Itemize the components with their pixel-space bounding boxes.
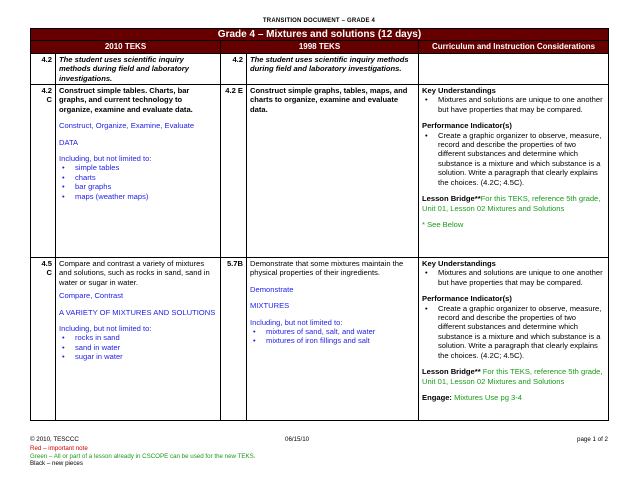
teks-number: 4.2 C: [31, 85, 56, 258]
teks-number: 5.7B: [221, 258, 247, 421]
verbs: Compare, Contrast: [59, 291, 124, 301]
banner-row: [31, 29, 609, 41]
list-item: • charts: [59, 173, 217, 182]
teks-number: 4.2 E: [221, 85, 247, 258]
including-label: Including, but not limited to:: [250, 317, 343, 327]
specificity-list: [250, 327, 415, 346]
performance-indicator-list: [422, 131, 605, 187]
performance-indicator-list: [422, 304, 605, 360]
including-label: Including, but not limited to:: [59, 154, 152, 164]
list-item: • Create a graphic organizer to observe, measure, record and describe the properties of two different substances and determine which substance is a mixture and which substance is a solution. Write a paragraph that clearly explains the choices. (4.2C; 4.5C).: [422, 304, 605, 360]
document-title: TRANSITION DOCUMENT – GRADE 4: [262, 18, 376, 24]
footer-date: 06/15/10: [285, 436, 310, 443]
engage: [422, 393, 605, 402]
table-row: [31, 53, 609, 84]
list-item: • rocks in sand: [59, 333, 217, 342]
list-item: • sand in water: [59, 343, 217, 352]
teks-cell: [56, 258, 221, 421]
table-row: [31, 258, 609, 421]
including-label: Including, but not limited to:: [59, 324, 152, 334]
table-row: [31, 85, 609, 258]
teks-text: The student uses scientific inquiry methods during field and laboratory investigations.: [247, 53, 419, 84]
header-curriculum: Curriculum and Instruction Considerations: [419, 41, 609, 53]
teks-text: Compare and contrast a variety of mixtures and solutions, such as rocks in sand, sand in water or sugar in water.: [59, 259, 210, 287]
lesson-bridge-label: Lesson Bridge**: [422, 194, 481, 204]
lesson-bridge-text: For this TEKS, reference 5th grade, Unit 01, Lesson 02 Mixtures and Solutions: [422, 194, 601, 213]
teks-text: Construct simple graphs, tables, maps, and charts to organize, examine and evaluate data.: [247, 85, 419, 258]
lesson-bridge-text: For this TEKS, reference 5th grade, Unit 01, Lesson 02 Mixtures and Solutions: [422, 367, 603, 386]
list-item: • sugar in water: [59, 352, 217, 361]
empty-cell: [419, 53, 609, 84]
key-understandings-title: Key Understandings: [422, 86, 496, 96]
teks-cell: [247, 258, 419, 421]
header-1998-teks: 1998 TEKS: [221, 41, 419, 53]
teks-text: The student uses scientific inquiry methods during field and laboratory investigations.: [56, 53, 221, 84]
key-understandings-title: Key Understandings: [422, 259, 496, 269]
header-row: [31, 41, 609, 53]
specificity-list: [59, 333, 217, 361]
key-understandings-list: [422, 95, 605, 114]
teks-number: 4.5 C: [31, 258, 56, 421]
list-item: • bar graphs: [59, 182, 217, 191]
specificity-list: [59, 163, 217, 201]
teks-cell: [56, 85, 221, 258]
see-below-note: * See Below: [422, 219, 464, 229]
lesson-bridge: [422, 194, 605, 213]
noun: A VARIETY OF MIXTURES AND SOLUTIONS: [59, 307, 216, 317]
legend-black: Black – new pieces: [30, 460, 83, 468]
noun: DATA: [59, 137, 79, 147]
list-item: • Mixtures and solutions are unique to one another but have properties that may be compared.: [422, 268, 605, 287]
list-item: • mixtures of sand, salt, and water: [250, 327, 415, 336]
list-item: • maps (weather maps): [59, 192, 217, 201]
teks-table: [30, 28, 609, 421]
verbs: Demonstrate: [250, 284, 294, 294]
teks-number: 4.2: [221, 53, 247, 84]
performance-indicator-title: Performance Indicator(s): [422, 294, 512, 304]
teks-number: 4.2: [31, 53, 56, 84]
lesson-bridge: [422, 367, 605, 386]
legend: [30, 445, 608, 468]
copyright: © 2010, TESCCC: [30, 436, 79, 443]
teks-text: Construct simple tables. Charts, bar graphs, and current technology to organize, examine and evaluate data.: [59, 86, 193, 114]
performance-indicator-title: Performance Indicator(s): [422, 121, 512, 131]
list-item: • Create a graphic organizer to observe, measure, record and describe the properties of two different substances and determine which substance is a mixture and which substance is a solution. Write a paragraph that clearly explains the choices. (4.2C; 4.5C).: [422, 131, 605, 187]
list-item: • Mixtures and solutions are unique to one another but have properties that may be compared.: [422, 95, 605, 114]
key-understandings-list: [422, 268, 605, 287]
list-item: • mixtures of iron fillings and salt: [250, 336, 415, 345]
engage-text: Mixtures Use pg 3-4: [451, 392, 523, 402]
curriculum-cell: [419, 258, 609, 421]
header-2010-teks: 2010 TEKS: [31, 41, 221, 53]
legend-red: Red – important note: [30, 445, 88, 452]
teks-text: Demonstrate that some mixtures maintain the physical properties of their ingredients.: [250, 259, 404, 278]
curriculum-cell: [419, 85, 609, 258]
legend-green: Green – All or part of a lesson already in CSCOPE can be used for the new TEKS.: [30, 452, 256, 460]
page-number: page 1 of 2: [577, 436, 608, 443]
verbs: Construct, Organize, Examine, Evaluate: [59, 121, 195, 131]
engage-label: Engage:: [422, 392, 452, 402]
footer-bar: [30, 436, 608, 444]
noun: MIXTURES: [250, 301, 290, 311]
unit-banner: Grade 4 – Mixtures and solutions (12 days): [31, 29, 609, 41]
list-item: • simple tables: [59, 163, 217, 172]
lesson-bridge-label: Lesson Bridge**: [422, 367, 481, 377]
